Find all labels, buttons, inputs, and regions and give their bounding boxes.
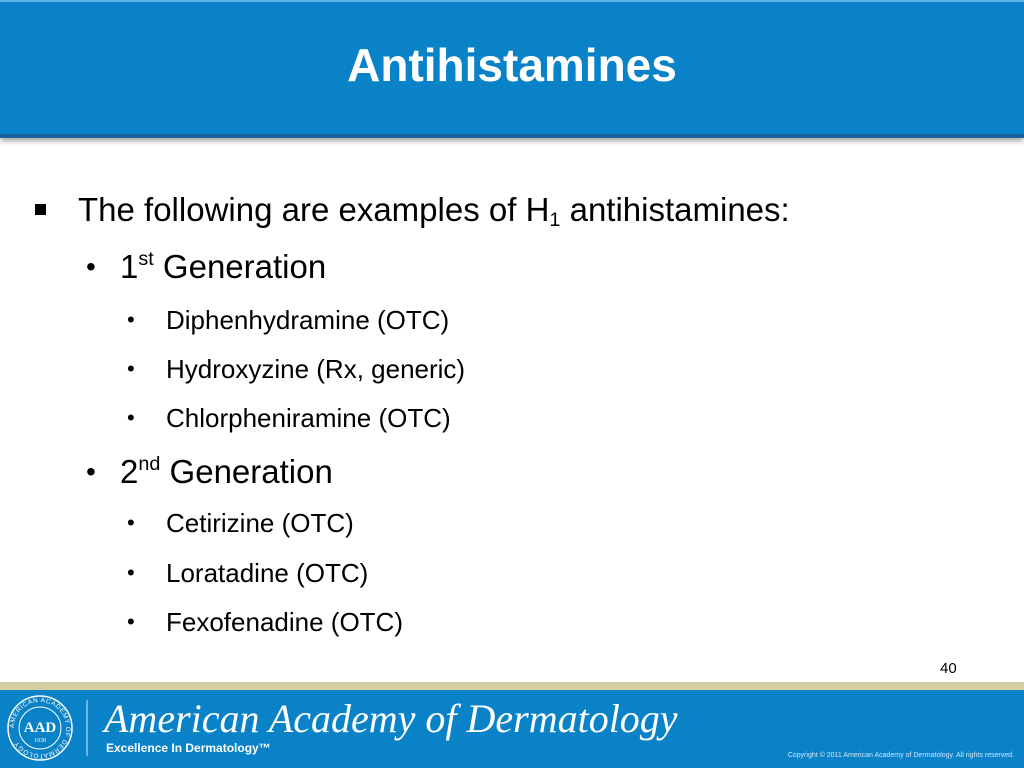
drug-item: Loratadine (OTC) xyxy=(166,558,369,588)
bullet-icon: • xyxy=(127,307,135,332)
group-label: Generation xyxy=(153,248,327,285)
intro-text-after: antihistamines: xyxy=(560,191,790,228)
slide-title: Antihistamines xyxy=(347,39,677,91)
bullet-icon: • xyxy=(127,356,135,381)
page-number: 40 xyxy=(940,660,957,677)
group-number: 1 xyxy=(120,248,139,285)
bullet-icon: • xyxy=(127,560,135,585)
footer-divider xyxy=(86,700,88,756)
aad-seal-logo-icon xyxy=(6,694,74,762)
intro-text-before: The following are examples of H xyxy=(78,191,550,228)
bullet-icon: • xyxy=(127,609,135,634)
title-bar xyxy=(0,0,1024,138)
drug-item: Chlorpheniramine (OTC) xyxy=(166,403,451,433)
drug-item: Fexofenadine (OTC) xyxy=(166,607,403,637)
logo-letters: AAD xyxy=(23,720,57,736)
bullet-icon: • xyxy=(127,510,135,535)
footer-bar xyxy=(0,690,1024,768)
organization-tagline: Excellence In Dermatology™ xyxy=(106,741,271,755)
group-superscript: st xyxy=(138,248,154,271)
bullet-icon: • xyxy=(86,456,96,487)
logo-year: 1938 xyxy=(34,738,46,744)
footer-accent-strip xyxy=(0,682,1024,690)
group-label: Generation xyxy=(160,453,333,490)
organization-name: American Academy of Dermatology xyxy=(104,696,678,741)
group-superscript: nd xyxy=(138,453,161,476)
bullet-icon: • xyxy=(86,251,96,282)
copyright-notice: Copyright © 2011 American Academy of Dermatology. All rights reserved. xyxy=(787,752,1014,759)
logo-ring-text: AMERICAN ACADEMY OF DERMATOLOGY xyxy=(8,696,72,760)
group-number: 2 xyxy=(120,453,139,490)
group-heading-first-generation xyxy=(120,247,326,287)
square-bullet-icon xyxy=(35,204,46,215)
intro-line xyxy=(78,190,790,230)
group-heading-second-generation xyxy=(120,452,333,492)
bullet-icon: • xyxy=(127,405,135,430)
intro-subscript: 1 xyxy=(549,208,561,231)
drug-item: Diphenhydramine (OTC) xyxy=(166,305,450,335)
drug-item: Cetirizine (OTC) xyxy=(166,508,354,538)
drug-item: Hydroxyzine (Rx, generic) xyxy=(166,354,466,384)
